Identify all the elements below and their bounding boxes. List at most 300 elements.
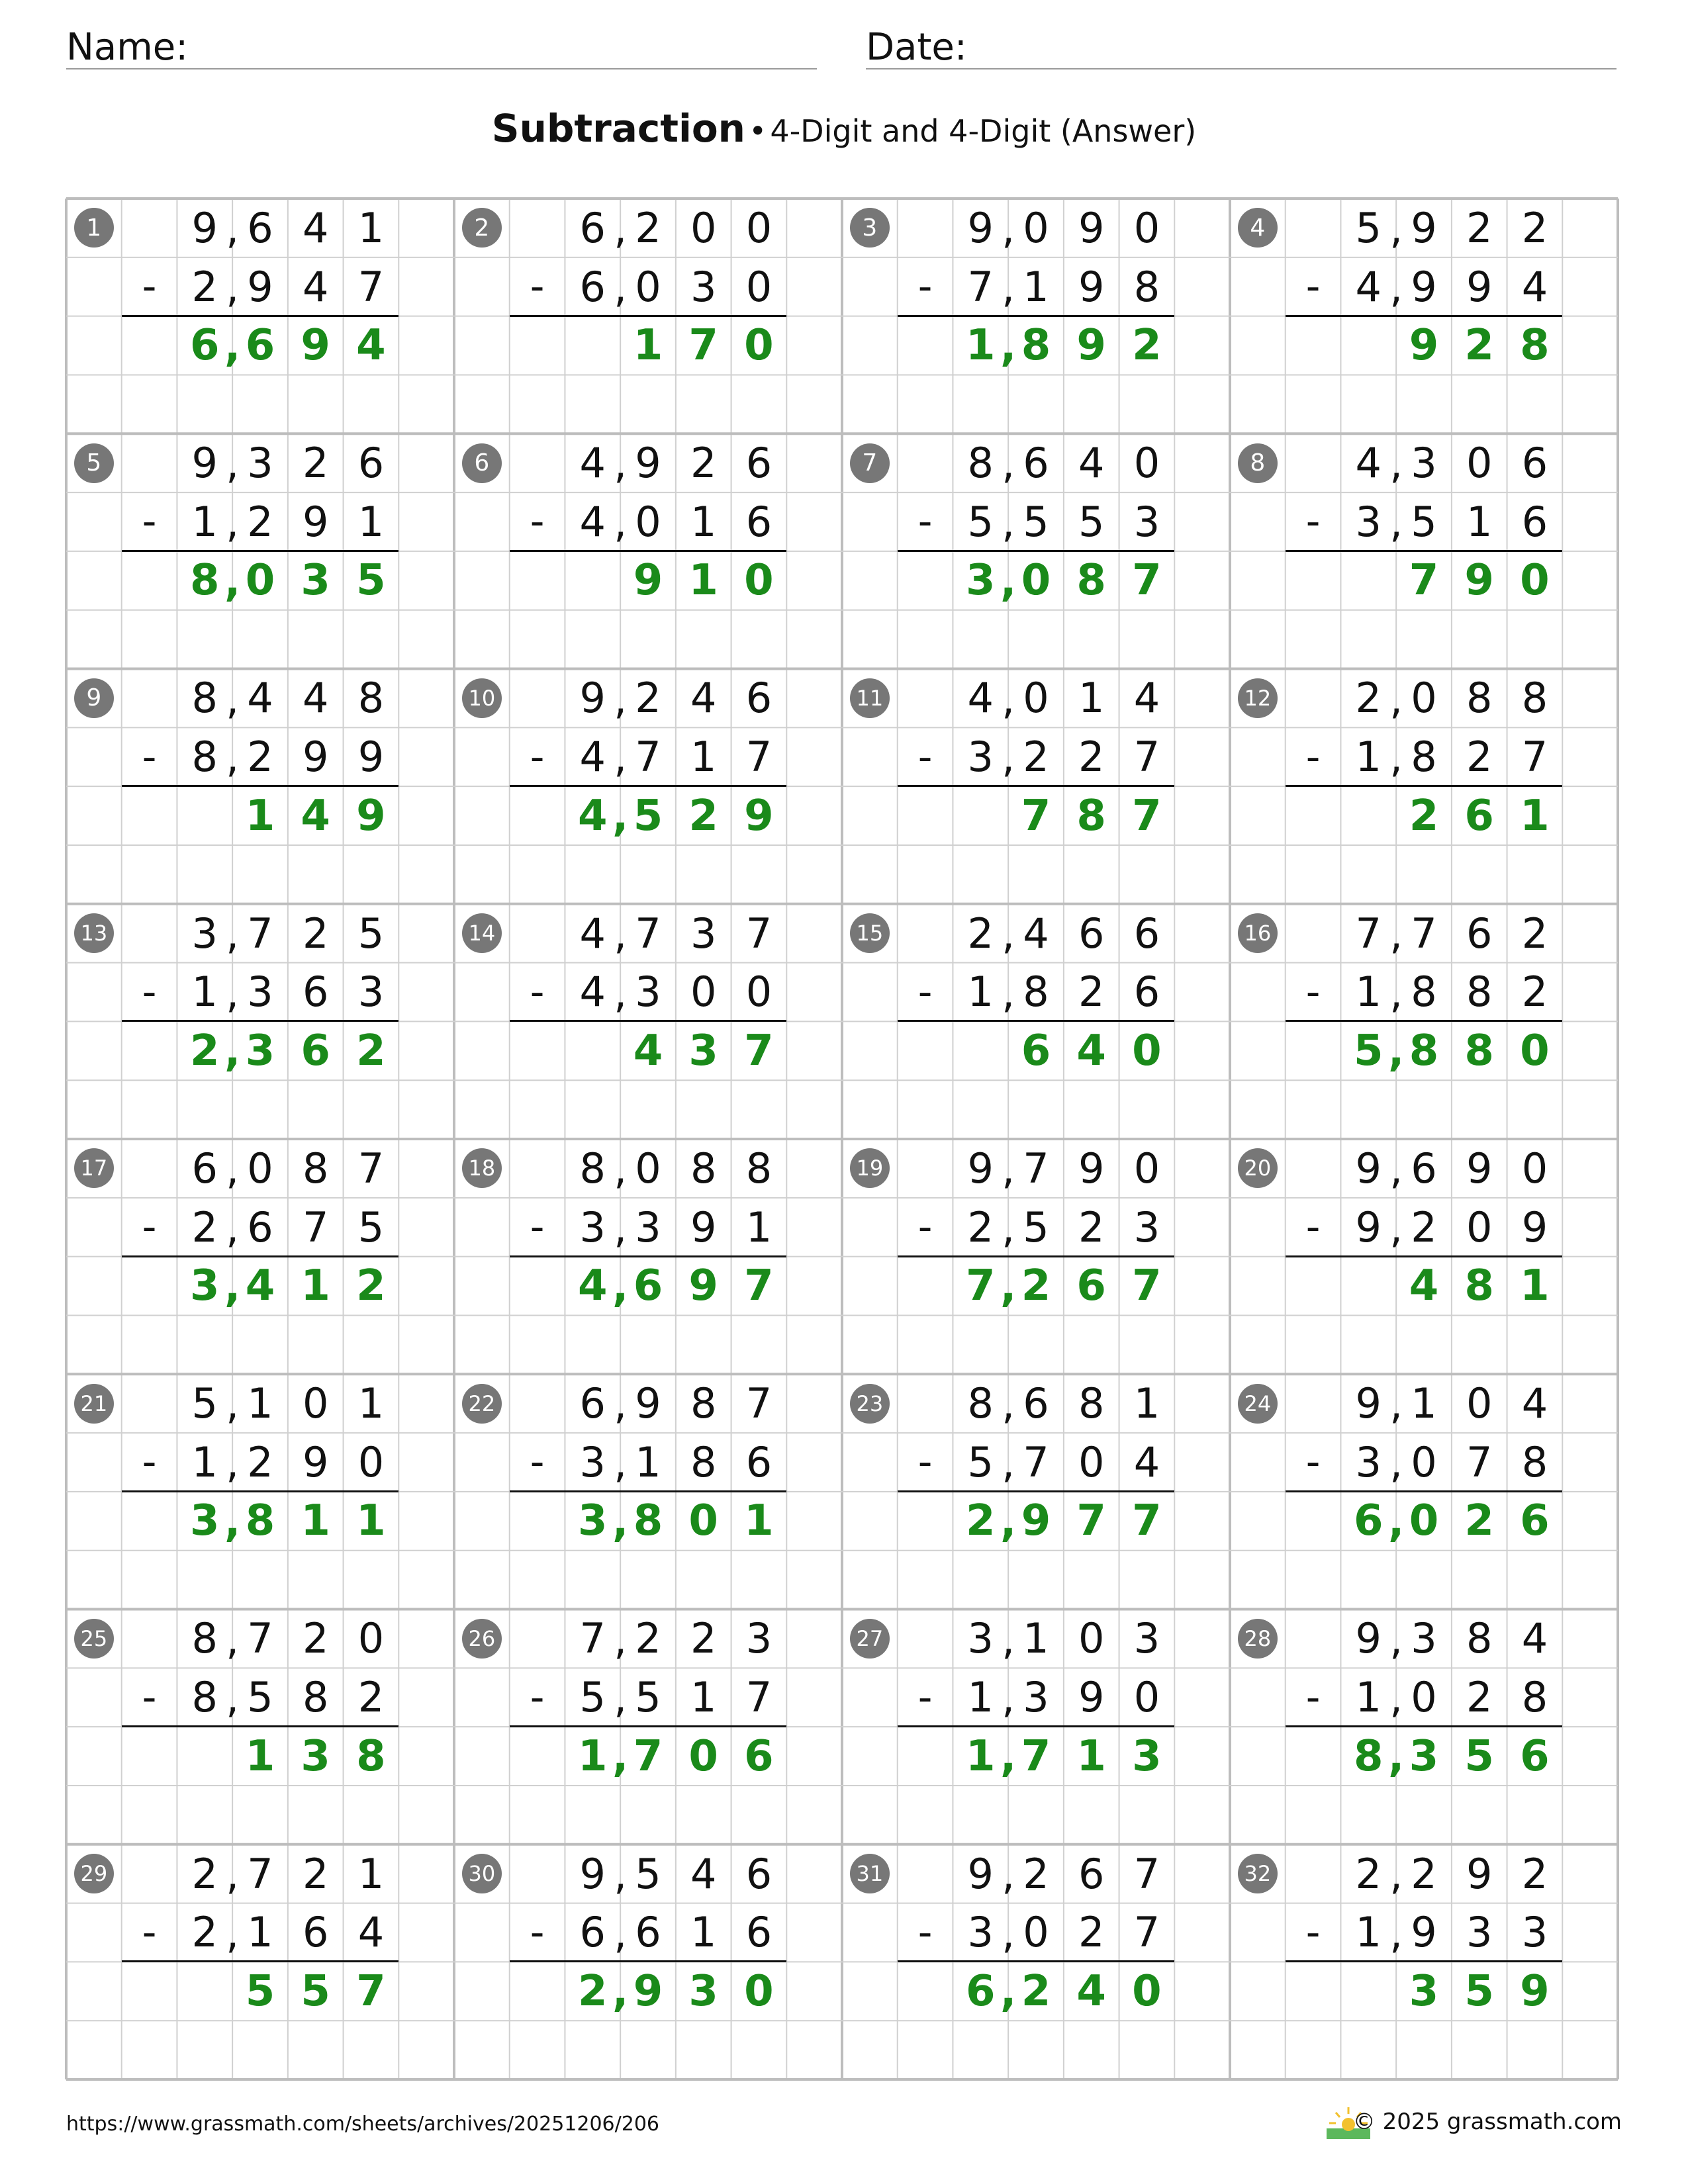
answer-digit: 5 [1464, 1966, 1494, 2016]
answer-digit: 6 [1520, 1731, 1550, 1781]
subtrahend-comma: , [1002, 1439, 1015, 1488]
minus-sign: - [142, 1439, 157, 1486]
answer-digit: 0 [744, 1966, 774, 2016]
subtrahend-digit: 3 [579, 1203, 606, 1251]
minus-sign: - [917, 1674, 933, 1721]
problem-number-badge: 12 [1238, 678, 1278, 718]
subtrahend-digit: 2 [191, 1203, 218, 1251]
answer-digit: 4 [301, 791, 330, 841]
minuend-comma: , [1389, 1850, 1403, 1899]
minuend-comma: , [1002, 1380, 1015, 1429]
minuend-digit: 8 [690, 1144, 717, 1193]
minuend-digit: 1 [247, 1379, 273, 1428]
subtrahend-digit: 2 [191, 1908, 218, 1957]
subtrahend-digit: 2 [967, 1203, 994, 1251]
subtrahend-comma: , [614, 498, 627, 547]
subtrahend-comma: , [1389, 733, 1403, 782]
answer-digit: 4 [1076, 1026, 1106, 1075]
answer-digit: 2 [190, 1026, 220, 1075]
answer-digit: 9 [301, 321, 330, 371]
minus-sign: - [917, 498, 933, 545]
minus-sign: - [1305, 263, 1321, 310]
subtrahend-digit: 9 [302, 1437, 329, 1486]
answer-digit: 4 [578, 1261, 608, 1311]
answer-comma: , [612, 792, 629, 842]
answer-digit: 2 [966, 1496, 996, 1546]
minuend-digit: 7 [1133, 1849, 1160, 1898]
subtrahend-digit: 9 [1078, 262, 1105, 311]
answer-digit: 5 [301, 1966, 330, 2016]
subtrahend-digit: 0 [1466, 1203, 1493, 1251]
minuend-comma: , [1389, 1615, 1403, 1664]
answer-digit: 7 [966, 1261, 996, 1311]
subtrahend-digit: 3 [1023, 1673, 1049, 1722]
subtrahend-digit: 1 [247, 1908, 273, 1957]
answer-digit: 4 [356, 321, 386, 371]
minuend-digit: 6 [579, 203, 606, 252]
problem-number-badge: 30 [462, 1854, 502, 1893]
minuend-digit: 0 [1078, 1614, 1105, 1663]
subtrahend-digit: 5 [635, 1673, 661, 1722]
date-label: Date: [866, 26, 967, 69]
subtrahend-comma: , [614, 1909, 627, 1958]
subtrahend-digit: 4 [357, 1908, 385, 1957]
minuend-digit: 9 [579, 1849, 606, 1898]
minuend-digit: 8 [967, 1379, 994, 1428]
answer-comma: , [1387, 1733, 1405, 1782]
minuend-digit: 2 [1355, 1849, 1382, 1898]
answer-digit: 3 [245, 1026, 275, 1075]
answer-digit: 2 [1409, 791, 1439, 841]
minuend-digit: 4 [690, 674, 717, 723]
subtrahend-digit: 1 [690, 1673, 717, 1722]
answer-digit: 0 [1132, 1966, 1162, 2016]
problem-number-badge: 10 [462, 678, 502, 718]
subtrahend-digit: 7 [357, 262, 385, 311]
subtrahend-digit: 8 [1521, 1437, 1548, 1486]
answer-digit: 7 [1132, 1261, 1162, 1311]
subtrahend-comma: , [1002, 1909, 1015, 1958]
subtrahend-digit: 0 [1078, 1437, 1105, 1486]
answer-digit: 3 [688, 1966, 718, 2016]
subtrahend-comma: , [1002, 263, 1015, 312]
subtrahend-digit: 9 [1078, 1673, 1105, 1722]
minuend-comma: , [1389, 674, 1403, 723]
subtrahend-digit: 0 [745, 968, 773, 1017]
answer-comma: , [612, 1262, 629, 1312]
minuend-digit: 5 [357, 909, 385, 958]
problem-number-badge: 11 [850, 678, 890, 718]
minuend-digit: 1 [357, 1379, 385, 1428]
answer-digit: 3 [190, 1261, 220, 1311]
answer-digit: 6 [1021, 1026, 1051, 1075]
problem-number-badge: 9 [74, 678, 114, 718]
subtrahend-digit: 6 [302, 968, 329, 1017]
answer-digit: 1 [688, 556, 718, 606]
answer-digit: 8 [633, 1496, 663, 1546]
answer-digit: 0 [1520, 1026, 1550, 1075]
answer-comma: , [1000, 1733, 1017, 1782]
answer-comma: , [224, 1497, 241, 1547]
subtrahend-digit: 2 [247, 733, 273, 782]
minuend-digit: 2 [1521, 909, 1548, 958]
subtrahend-comma: , [1389, 1439, 1403, 1488]
problem-number-badge: 27 [850, 1619, 890, 1659]
answer-digit: 9 [1409, 321, 1439, 371]
answer-digit: 7 [688, 321, 718, 371]
minuend-digit: 0 [635, 1144, 661, 1193]
minuend-comma: , [1002, 1615, 1015, 1664]
answer-digit: 3 [966, 556, 996, 606]
answer-digit: 6 [744, 1731, 774, 1781]
minuend-digit: 4 [579, 439, 606, 488]
minus-sign: - [1305, 968, 1321, 1015]
minuend-digit: 6 [745, 439, 773, 488]
subtrahend-comma: , [1389, 498, 1403, 547]
minuend-comma: , [226, 1145, 239, 1193]
problem-number-badge: 19 [850, 1148, 890, 1188]
problem-number-badge: 16 [1238, 913, 1278, 953]
minuend-digit: 6 [1521, 439, 1548, 488]
problem-number-badge: 1 [74, 208, 114, 248]
subtrahend-comma: , [1389, 1203, 1403, 1252]
minus-sign: - [530, 1439, 545, 1486]
minus-sign: - [1305, 1439, 1321, 1486]
minuend-comma: , [1389, 439, 1403, 488]
subtrahend-digit: 2 [247, 497, 273, 546]
minuend-digit: 9 [967, 203, 994, 252]
problem-number-badge: 22 [462, 1384, 502, 1424]
minus-sign: - [917, 263, 933, 310]
subtrahend-digit: 2 [357, 1673, 385, 1722]
minuend-comma: , [226, 439, 239, 488]
minuend-comma: , [226, 909, 239, 958]
minuend-comma: , [1002, 1145, 1015, 1193]
answer-digit: 6 [301, 1026, 330, 1075]
minuend-digit: 4 [1521, 1614, 1548, 1663]
answer-digit: 7 [1021, 791, 1051, 841]
problem-number-badge: 13 [74, 913, 114, 953]
minuend-digit: 2 [1355, 674, 1382, 723]
subtrahend-digit: 5 [967, 1437, 994, 1486]
answer-digit: 4 [1076, 1966, 1106, 2016]
minus-sign: - [917, 733, 933, 780]
answer-digit: 5 [245, 1966, 275, 2016]
subtrahend-digit: 1 [690, 733, 717, 782]
answer-digit: 1 [1520, 791, 1550, 841]
answer-digit: 0 [744, 556, 774, 606]
minuend-digit: 9 [579, 674, 606, 723]
minuend-digit: 8 [191, 674, 218, 723]
minuend-digit: 6 [1078, 909, 1105, 958]
answer-digit: 2 [1464, 1496, 1494, 1546]
minuend-comma: , [1002, 1850, 1015, 1899]
subtrahend-digit: 1 [191, 497, 218, 546]
minuend-digit: 4 [1355, 439, 1382, 488]
subtrahend-digit: 1 [967, 1673, 994, 1722]
answer-comma: , [1000, 557, 1017, 606]
answer-digit: 9 [633, 1966, 663, 2016]
subtrahend-digit: 9 [1521, 1203, 1548, 1251]
minuend-digit: 2 [635, 1614, 661, 1663]
subtrahend-digit: 0 [635, 262, 661, 311]
subtrahend-digit: 3 [579, 1437, 606, 1486]
minuend-comma: , [1002, 205, 1015, 253]
minuend-digit: 2 [967, 909, 994, 958]
minuend-digit: 7 [635, 909, 661, 958]
subtrahend-digit: 4 [579, 968, 606, 1017]
minuend-digit: 2 [1521, 1849, 1548, 1898]
problem-number-badge: 20 [1238, 1148, 1278, 1188]
subtrahend-digit: 3 [967, 1908, 994, 1957]
minuend-digit: 4 [1078, 439, 1105, 488]
subtrahend-comma: , [1002, 733, 1015, 782]
subtrahend-digit: 4 [1355, 262, 1382, 311]
subtrahend-comma: , [1389, 968, 1403, 1017]
minuend-digit: 6 [357, 439, 385, 488]
subtrahend-digit: 8 [302, 1673, 329, 1722]
subtrahend-comma: , [226, 498, 239, 547]
subtrahend-digit: 4 [302, 262, 329, 311]
subtrahend-digit: 9 [1355, 1203, 1382, 1251]
subtrahend-digit: 4 [1133, 1437, 1160, 1486]
answer-digit: 7 [1076, 1496, 1106, 1546]
subtrahend-digit: 7 [1133, 1908, 1160, 1957]
minuend-digit: 9 [1355, 1144, 1382, 1193]
answer-digit: 3 [301, 1731, 330, 1781]
subtrahend-digit: 8 [1521, 1673, 1548, 1722]
subtrahend-comma: , [1002, 1203, 1015, 1252]
answer-comma: , [1000, 322, 1017, 371]
minuend-digit: 0 [745, 203, 773, 252]
subtrahend-digit: 6 [745, 497, 773, 546]
minuend-digit: 2 [302, 439, 329, 488]
subtrahend-digit: 0 [745, 262, 773, 311]
subtrahend-comma: , [614, 968, 627, 1017]
subtrahend-digit: 0 [1411, 1673, 1437, 1722]
minuend-digit: 9 [1355, 1614, 1382, 1663]
problem-number-badge: 2 [462, 208, 502, 248]
minuend-digit: 0 [302, 1379, 329, 1428]
subtrahend-digit: 5 [1411, 497, 1437, 546]
answer-digit: 2 [356, 1261, 386, 1311]
minuend-digit: 9 [191, 203, 218, 252]
subtrahend-digit: 3 [1521, 1908, 1548, 1957]
minuend-digit: 5 [1355, 203, 1382, 252]
subtrahend-digit: 3 [1133, 1203, 1160, 1251]
minuend-digit: 7 [357, 1144, 385, 1193]
answer-digit: 8 [245, 1496, 275, 1546]
answer-digit: 3 [688, 1026, 718, 1075]
subtrahend-comma: , [614, 1674, 627, 1723]
answer-digit: 8 [1464, 1261, 1494, 1311]
answer-digit: 9 [1021, 1496, 1051, 1546]
minuend-digit: 6 [1133, 909, 1160, 958]
minuend-digit: 2 [302, 1614, 329, 1663]
minuend-digit: 0 [1023, 674, 1049, 723]
minus-sign: - [530, 1204, 545, 1251]
answer-digit: 5 [356, 556, 386, 606]
minuend-digit: 0 [1411, 674, 1437, 723]
minus-sign: - [530, 968, 545, 1015]
answer-digit: 8 [1464, 1026, 1494, 1075]
subtrahend-digit: 5 [1078, 497, 1105, 546]
minuend-digit: 2 [635, 203, 661, 252]
answer-digit: 8 [356, 1731, 386, 1781]
minuend-digit: 2 [191, 1849, 218, 1898]
minuend-comma: , [226, 205, 239, 253]
subtrahend-digit: 7 [1133, 733, 1160, 782]
minuend-digit: 6 [745, 1849, 773, 1898]
minuend-digit: 4 [1521, 1379, 1548, 1428]
subtrahend-comma: , [1389, 263, 1403, 312]
subtrahend-digit: 9 [1411, 1908, 1437, 1957]
minuend-comma: , [614, 1850, 627, 1899]
answer-digit: 1 [301, 1496, 330, 1546]
minuend-digit: 3 [1411, 439, 1437, 488]
subtrahend-digit: 9 [302, 497, 329, 546]
subtrahend-comma: , [1002, 968, 1015, 1017]
subtrahend-digit: 0 [635, 497, 661, 546]
subtrahend-digit: 5 [967, 497, 994, 546]
subtrahend-digit: 3 [247, 968, 273, 1017]
subtrahend-digit: 7 [745, 1673, 773, 1722]
subtrahend-comma: , [614, 263, 627, 312]
subtrahend-digit: 1 [191, 968, 218, 1017]
minuend-digit: 6 [1078, 1849, 1105, 1898]
minuend-digit: 9 [967, 1144, 994, 1193]
minuend-digit: 6 [1023, 1379, 1049, 1428]
answer-digit: 0 [245, 556, 275, 606]
problem-number-badge: 32 [1238, 1854, 1278, 1893]
answer-digit: 2 [688, 791, 718, 841]
answer-digit: 9 [744, 791, 774, 841]
answer-comma: , [224, 557, 241, 606]
minuend-digit: 5 [635, 1849, 661, 1898]
problem-number-badge: 5 [74, 443, 114, 483]
subtrahend-digit: 3 [1133, 497, 1160, 546]
subtrahend-comma: , [226, 1909, 239, 1958]
minuend-digit: 2 [1521, 203, 1548, 252]
answer-digit: 8 [190, 556, 220, 606]
minus-sign: - [917, 1909, 933, 1956]
subtrahend-comma: , [614, 1203, 627, 1252]
footer-url: https://www.grassmath.com/sheets/archives/20251206/206 [66, 2113, 660, 2136]
problem-number-badge: 29 [74, 1854, 114, 1893]
minuend-digit: 4 [1133, 674, 1160, 723]
subtrahend-digit: 5 [1023, 497, 1049, 546]
answer-digit: 3 [1409, 1966, 1439, 2016]
subtrahend-comma: , [614, 733, 627, 782]
subtrahend-digit: 7 [1466, 1437, 1493, 1486]
minuend-digit: 0 [690, 203, 717, 252]
minus-sign: - [142, 733, 157, 780]
subtrahend-digit: 3 [967, 733, 994, 782]
minuend-digit: 1 [1133, 1379, 1160, 1428]
subtrahend-digit: 3 [690, 262, 717, 311]
subtrahend-digit: 0 [1411, 1437, 1437, 1486]
minuend-comma: , [1389, 1145, 1403, 1193]
answer-digit: 4 [1409, 1261, 1439, 1311]
minuend-digit: 8 [1078, 1379, 1105, 1428]
minus-sign: - [917, 1204, 933, 1251]
minuend-digit: 7 [745, 1379, 773, 1428]
subtrahend-digit: 6 [579, 262, 606, 311]
answer-digit: 4 [633, 1026, 663, 1075]
minuend-digit: 7 [1411, 909, 1437, 958]
answer-digit: 5 [1464, 1731, 1494, 1781]
minuend-digit: 5 [191, 1379, 218, 1428]
subtrahend-comma: , [1002, 498, 1015, 547]
answer-digit: 1 [245, 791, 275, 841]
minus-sign: - [530, 1909, 545, 1956]
answer-comma: , [1000, 1968, 1017, 2017]
answer-digit: 0 [688, 1731, 718, 1781]
problem-number-badge: 28 [1238, 1619, 1278, 1659]
minus-sign: - [142, 968, 157, 1015]
minuend-digit: 0 [357, 1614, 385, 1663]
subtrahend-digit: 1 [690, 1908, 717, 1957]
answer-digit: 0 [1520, 556, 1550, 606]
answer-digit: 7 [744, 1261, 774, 1311]
subtrahend-digit: 3 [357, 968, 385, 1017]
subtrahend-digit: 0 [357, 1437, 385, 1486]
subtrahend-digit: 1 [635, 1437, 661, 1486]
subtrahend-digit: 9 [1411, 262, 1437, 311]
answer-digit: 1 [966, 321, 996, 371]
answer-digit: 1 [245, 1731, 275, 1781]
answer-comma: , [1387, 1027, 1405, 1077]
subtrahend-digit: 4 [1521, 262, 1548, 311]
minuend-digit: 4 [579, 909, 606, 958]
subtrahend-digit: 6 [247, 1203, 273, 1251]
subtrahend-digit: 8 [1411, 733, 1437, 782]
minuend-comma: , [226, 1850, 239, 1899]
answer-digit: 7 [1132, 1496, 1162, 1546]
problem-number-badge: 26 [462, 1619, 502, 1659]
subtrahend-digit: 4 [579, 733, 606, 782]
problem-number-badge: 15 [850, 913, 890, 953]
answer-digit: 8 [1076, 791, 1106, 841]
subtrahend-comma: , [226, 1203, 239, 1252]
minus-sign: - [530, 733, 545, 780]
minuend-digit: 9 [635, 439, 661, 488]
subtrahend-comma: , [226, 1674, 239, 1723]
minuend-digit: 7 [579, 1614, 606, 1663]
problem-number-badge: 18 [462, 1148, 502, 1188]
minuend-digit: 9 [1466, 1144, 1493, 1193]
subtrahend-comma: , [1389, 1909, 1403, 1958]
minuend-digit: 9 [967, 1849, 994, 1898]
minuend-digit: 3 [690, 909, 717, 958]
answer-digit: 0 [1409, 1496, 1439, 1546]
subtrahend-digit: 9 [302, 733, 329, 782]
subtrahend-digit: 8 [690, 1437, 717, 1486]
answer-digit: 0 [1021, 556, 1051, 606]
answer-digit: 1 [578, 1731, 608, 1781]
subtrahend-digit: 2 [1078, 1203, 1105, 1251]
subtrahend-digit: 6 [579, 1908, 606, 1957]
answer-digit: 8 [1021, 321, 1051, 371]
answer-digit: 5 [633, 791, 663, 841]
answer-digit: 9 [688, 1261, 718, 1311]
problem-number-badge: 25 [74, 1619, 114, 1659]
minuend-digit: 8 [191, 1614, 218, 1663]
answer-digit: 1 [356, 1496, 386, 1546]
answer-digit: 7 [633, 1731, 663, 1781]
subtrahend-digit: 6 [1521, 497, 1548, 546]
subtrahend-digit: 5 [1023, 1203, 1049, 1251]
